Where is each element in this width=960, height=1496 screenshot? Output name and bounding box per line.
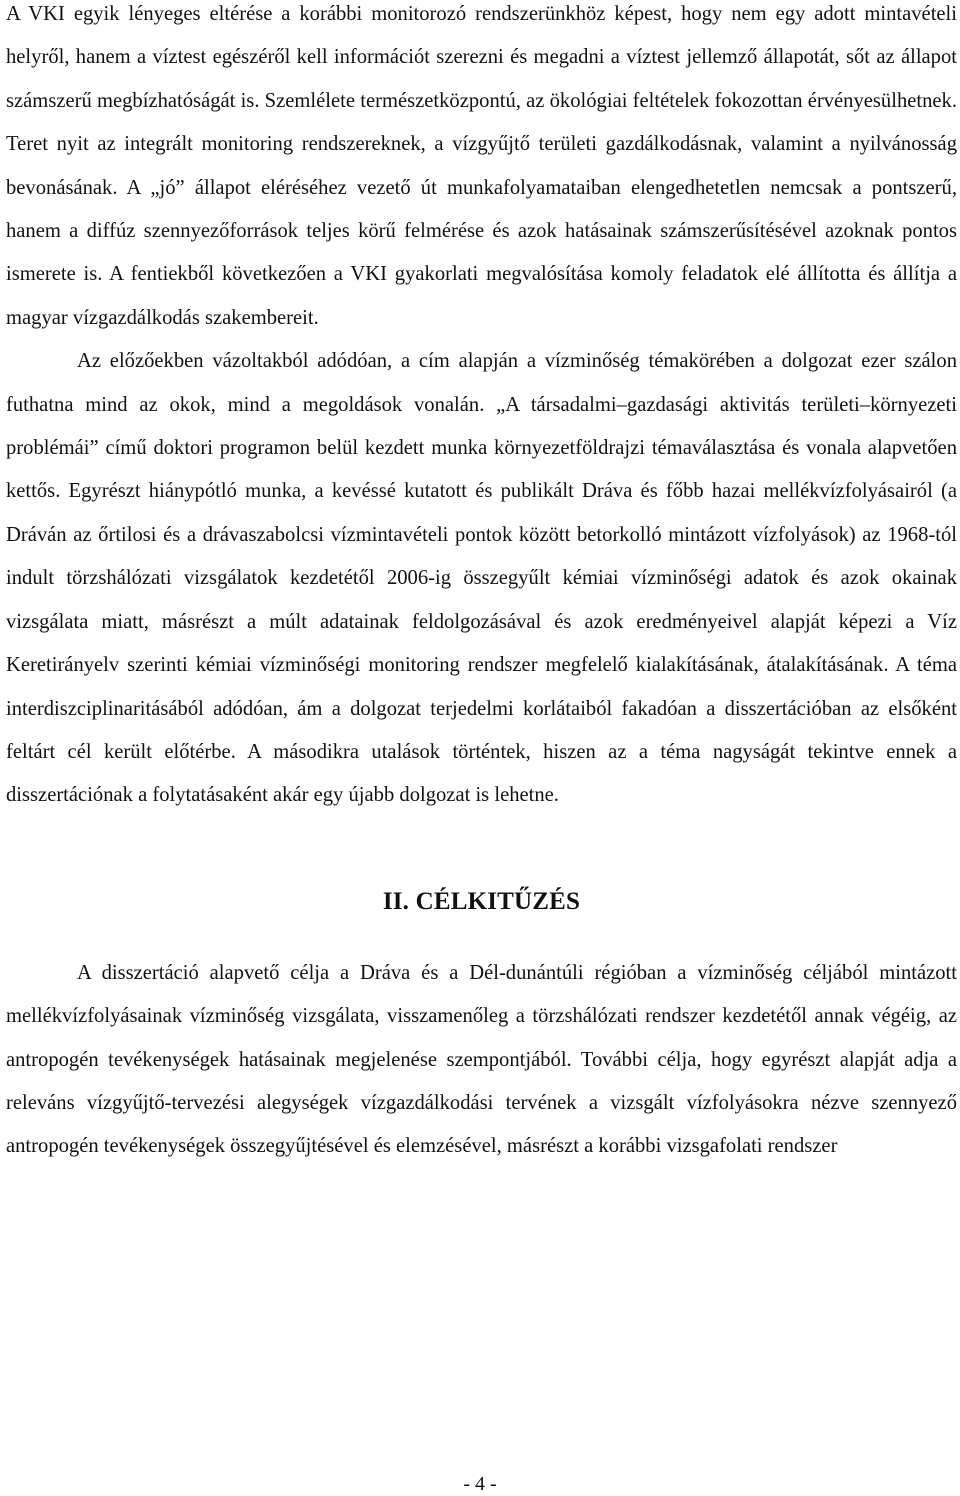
document-page — [6, 0, 957, 1169]
section-heading: II. CÉLKITŰZÉS — [382, 887, 581, 915]
paragraph-objectives: A disszertáció alapvető célja a Dráva és a Dél-dunántúli régióban a vízminőség céljából mintázott mellékvízfolyásainak vízminőség vizsgálata, visszamenőleg a törzshálózati rendszer kezdetétől annak végéig, az antropogén tevékenységek hatásainak megjelenése szempontjából. További célja, hogy egyrészt alapját adja a releváns vízgyűjtő-tervezési alegységek vízgazdálkodási tervének a vizsgált vízfolyásokra nézve szennyező antropogén tevékenységek összegyűjtésével és elemzésével, másrészt a korábbi vizsgafolati rendszer — [6, 961, 957, 1158]
paragraph-vki-differences: A VKI egyik lényeges eltérése a korábbi monitorozó rendszerünkhöz képest, hogy nem egy adott mintavételi helyről, hanem a víztest egészéről kell információt szerezni és megadni a víztest jellemző állapotát, sőt az állapot számszerű megbízhatóságát is. Szemlélete természetközpontú, az ökológiai feltételek fokozottan érvényesülhetnek. Teret nyit az integrált monitoring rendszereknek, a vízgyűjtő területi gazdálkodásnak, valamint a nyilvánosság bevonásának. A „jó” állapot eléréséhez vezető út munkafolyamataiban elengedhetetlen nemcsak a pontszerű, hanem a diffúz szennyezőforrások teljes körű felmérése és azok hatásainak számszerűsítésével azoknak pontos ismerete is. A fentiekből következően a VKI gyakorlati megvalósítása komoly feladatok elé állította és állítja a magyar vízgazdálkodás szakembereit. — [6, 3, 957, 329]
page-number: - 4 - — [463, 1473, 497, 1495]
paragraph-dissertation-scope: Az előzőekben vázoltakból adódóan, a cím alapján a vízminőség témakörében a dolgozat ezer szálon futhatna mind az okok, mind a megoldások vonalán. „A társadalmi–gazdasági aktivitás területi–környezeti problémái” című doktori programon belül kezdett munka környezetföldrajzi témaválasztása és vonala alapvetően kettős. Egyrészt hiánypótló munka, a kevéssé kutatott és publikált Dráva és főbb hazai mellékvízfolyásairól (a Dráván az őrtilosi és a drávaszabolcsi vízmintavételi pontok között betorkolló mintázott vízfolyások) az 1968-tól indult törzshálózati vizsgálatok kezdetétől 2006-ig összegyűlt kémiai vízminőségi adatok és azok okainak vizsgálata miatt, másrészt a múlt adatainak feldolgozásával és azok eredményeivel alapját képezi a Víz Keretirányelv szerinti kémiai vízminőségi monitoring rendszer megfelelő kialakításának, átalakításának. A téma interdiszciplinaritásából adódóan, ám a dolgozat terjedelmi korlátaiból fakadóan a disszertációban az elsőként feltárt cél került előtérbe. A másodikra utalások történtek, hiszen az a téma nagyságát tekintve ennek a disszertációnak a folytatásaként akár egy újabb dolgozat is lehetne. — [6, 350, 957, 807]
